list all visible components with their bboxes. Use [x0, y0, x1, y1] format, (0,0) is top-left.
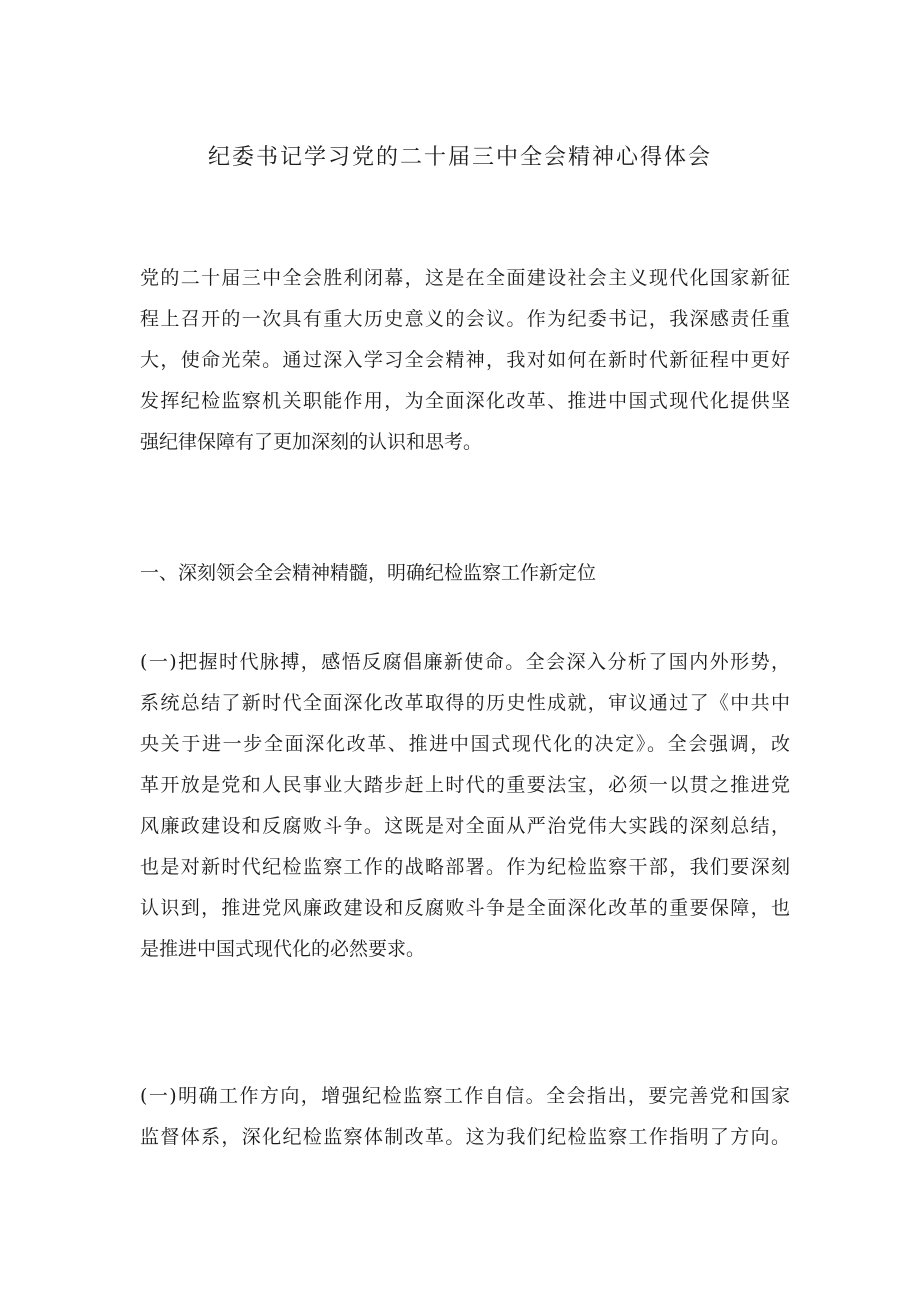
paragraph-line: 认识到，推进党风廉政建设和反腐败斗争是全面深化改革的重要保障，也 [140, 897, 790, 919]
paragraph-line: 程上召开的一次具有重大历史意义的会议。作为纪委书记，我深感责任重 [140, 308, 790, 330]
paragraph-line: 革开放是党和人民事业大踏步赶上时代的重要法宝，必须一以贯之推进党 [140, 774, 790, 796]
paragraph-two [140, 1076, 790, 1158]
paragraph-line: 央关于进一步全面深化改革、推进中国式现代化的决定》。全会强调，改 [140, 733, 790, 755]
paragraph-line: 发挥纪检监察机关职能作用，为全面深化改革、推进中国式现代化提供坚 [140, 390, 790, 412]
paragraph-line: 监督体系，深化纪检监察体制改革。这为我们纪检监察工作指明了方向。 [140, 1126, 790, 1148]
section-heading: 一、深刻领会全会精神精髓，明确纪检监察工作新定位 [140, 562, 597, 584]
paragraph-line: 是推进中国式现代化的必然要求。 [140, 938, 426, 960]
paragraph-line: 风廉政建设和反腐败斗争。这既是对全面从严治党伟大实践的深刻总结， [140, 815, 790, 837]
paragraph-line: (一)把握时代脉搏，感悟反腐倡廉新使命。全会深入分析了国内外形势， [140, 651, 790, 673]
document-title: 纪委书记学习党的二十届三中全会精神心得体会 [207, 145, 712, 170]
paragraph-line: 大，使命光荣。通过深入学习全会精神，我对如何在新时代新征程中更好 [140, 349, 790, 371]
paragraph-line: (一)明确工作方向，增强纪检监察工作自信。全会指出，要完善党和国家 [140, 1085, 790, 1107]
paragraph-line: 系统总结了新时代全面深化改革取得的历史性成就，审议通过了《中共中 [140, 692, 790, 714]
paragraph-one [140, 642, 790, 970]
paragraph-line: 也是对新时代纪检监察工作的战略部署。作为纪检监察干部，我们要深刻 [140, 856, 790, 878]
paragraph-line: 党的二十届三中全会胜利闭幕，这是在全面建设社会主义现代化国家新征 [140, 267, 790, 289]
intro-paragraph [140, 258, 790, 463]
paragraph-line: 强纪律保障有了更加深刻的认识和思考。 [140, 431, 483, 453]
